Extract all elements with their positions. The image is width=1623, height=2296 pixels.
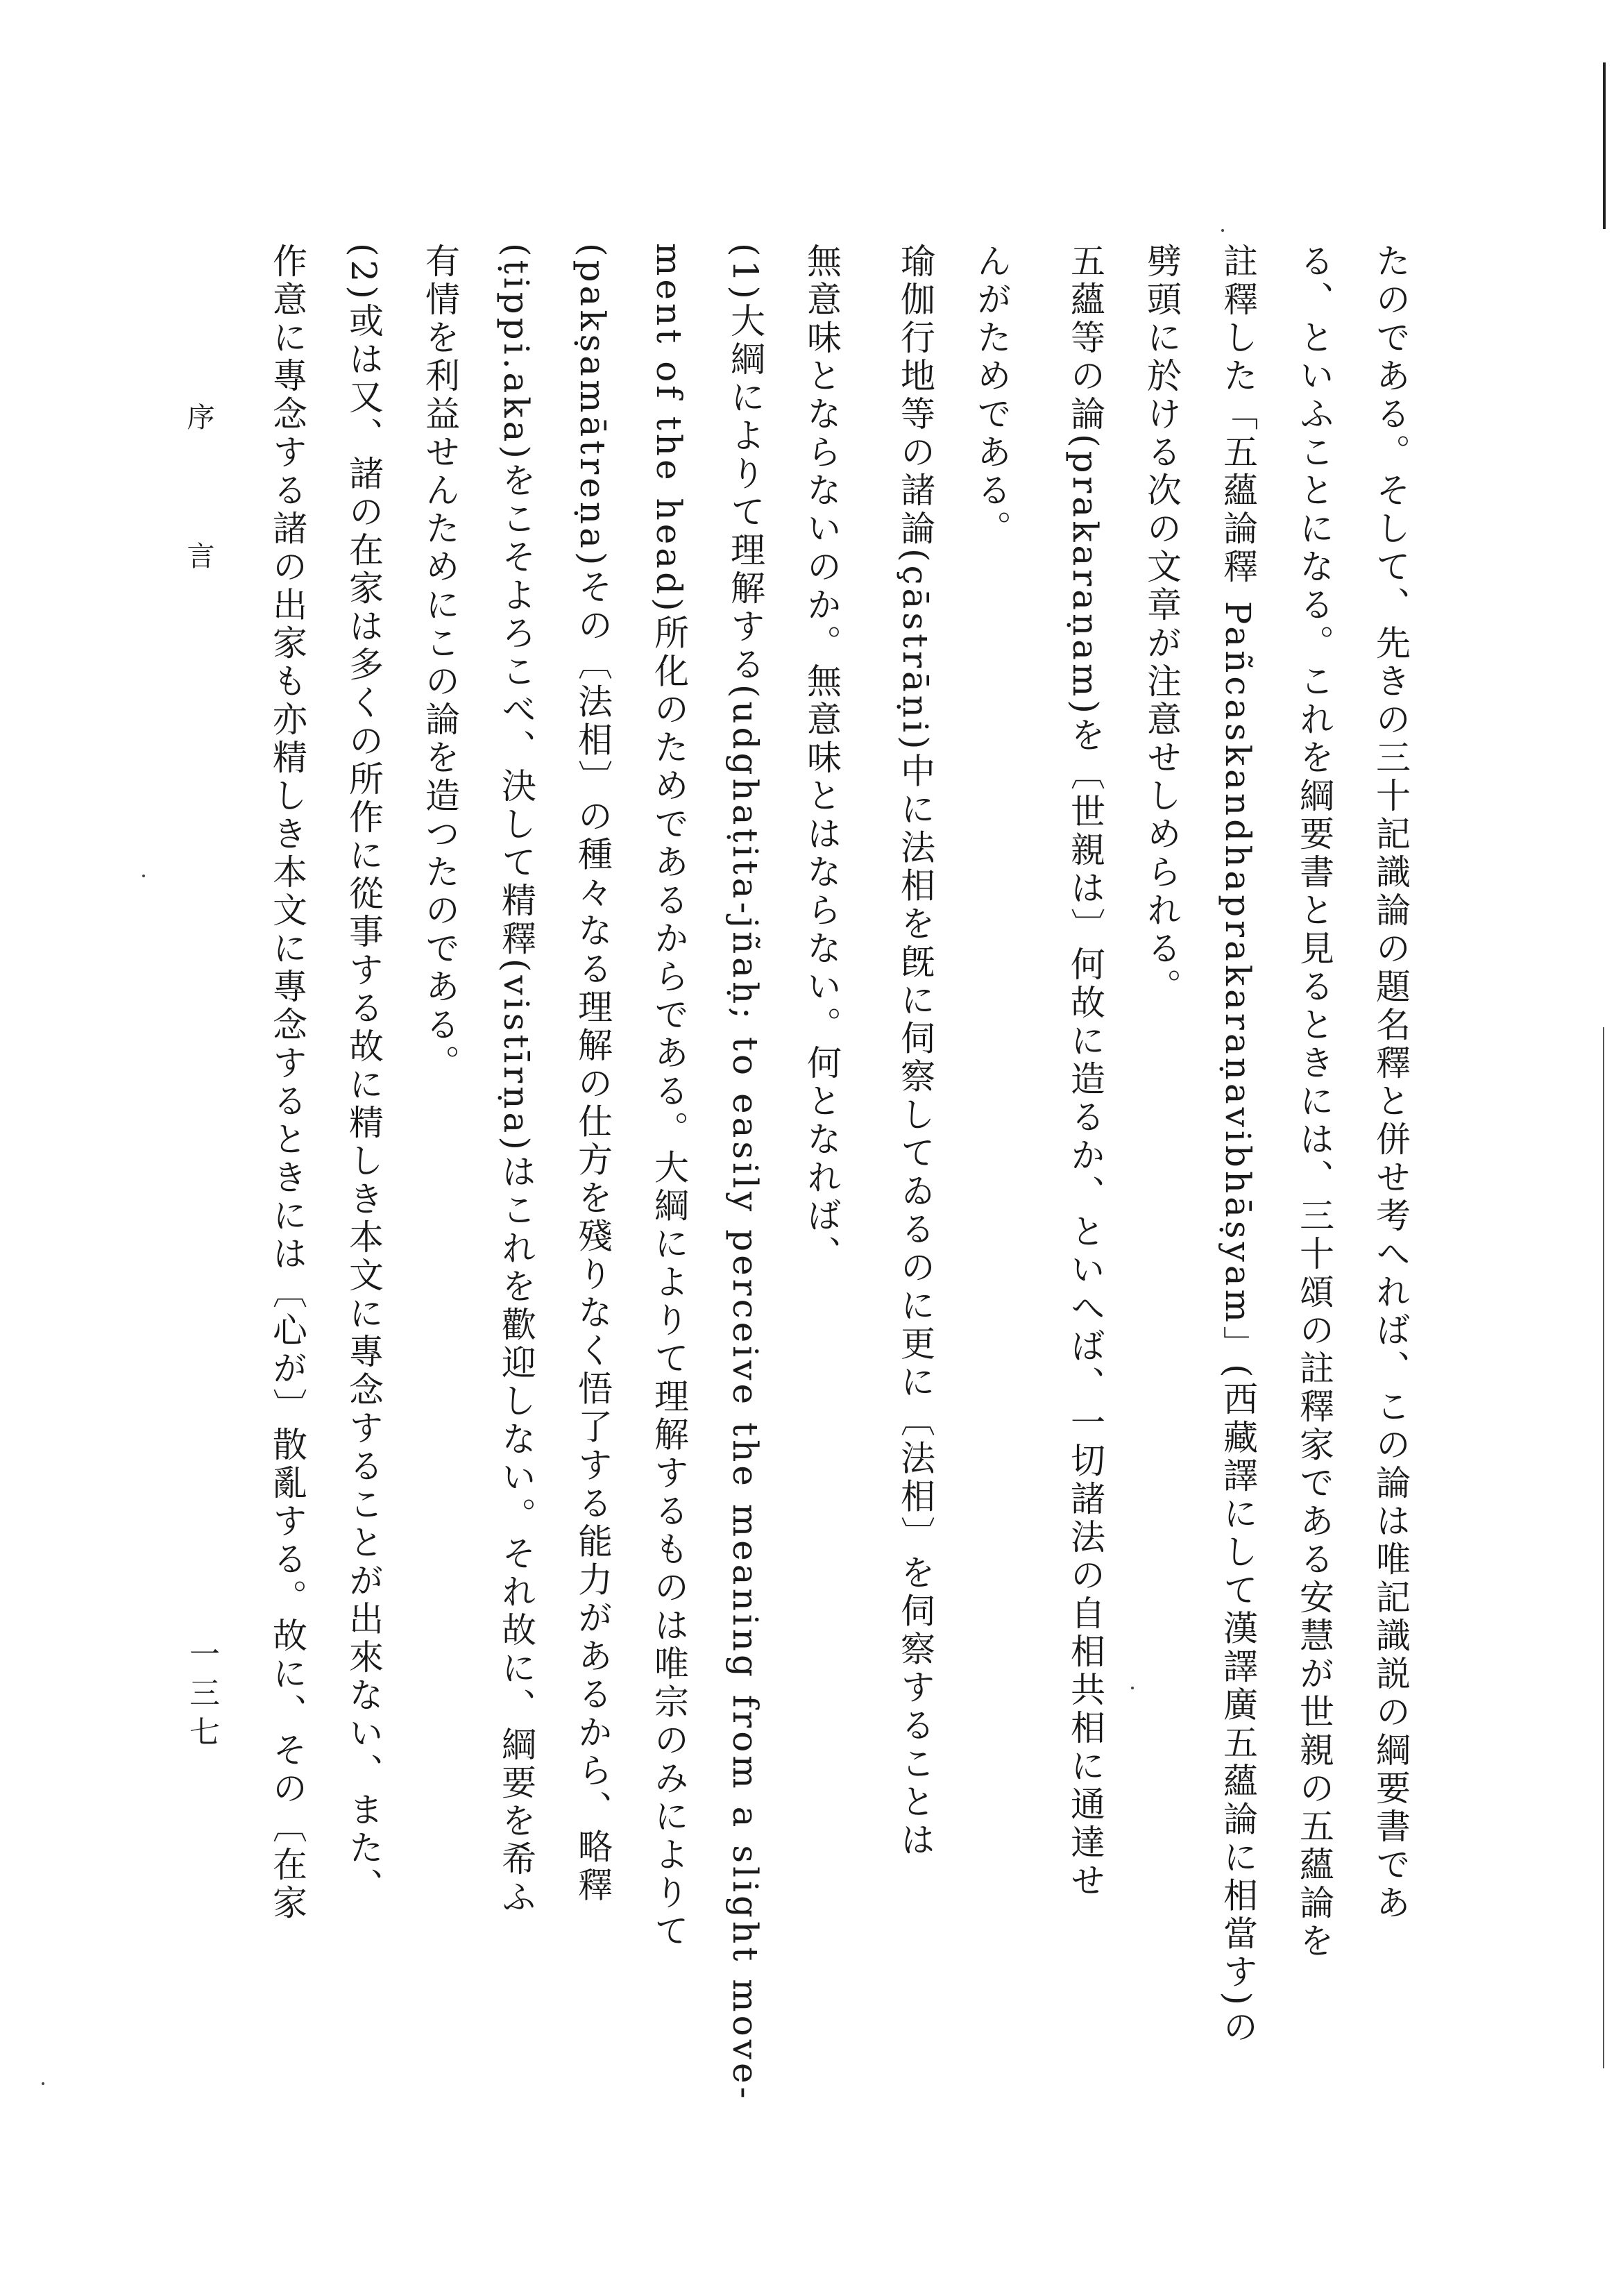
text-column: ment of the head)所化のためであるからである。大綱によりて理解するものは唯宗のみによりて [649,243,689,1951]
running-head: 序言 [182,403,214,680]
text-column: 作意に專念する諸の出家も亦精しき本文に專念するときには〔心が〕散亂する。故に、その〔在家 [267,243,307,1923]
text-column: 註釋した「五蘊論釋 Pañcaskandhaprakaraṇavibhāṣyam」(西藏譯にして漢譯廣五蘊論に相當す)の [1218,243,1258,2048]
text-column: (1)大綱によりて理解する(udghaṭita-jñaḥ; to easily perceive the meaning from a slight move- [725,243,765,2102]
binding-edge-shadow [1603,62,1606,229]
scan-speck [42,2082,44,2085]
text-column: (ṭippi.aka)をこそよろこべ、決して精釋(vistīrṇa)はこれを歡迎しない。それ故に、綱要を希ふ [496,243,536,1917]
text-column: (pakṣamātreṇa)その〔法相〕の種々なる理解の仕方を殘りなく悟了する能力があるから、略釋 [572,243,613,1905]
binding-edge-line [1603,1027,1604,2068]
page-number: 一三七 [184,1638,219,1755]
scan-speck [1221,229,1224,232]
text-column: 五蘊等の論(prakaraṇam)を〔世親は〕何故に造るか、といへば、一切諸法の自相共相に通達せ [1065,243,1105,1900]
text-column: たのである。そして、先きの三十記識論の題名釋と併せ考へれば、この論は唯記識説の綱要書であ [1370,243,1411,1923]
text-column: んがためである。 [971,243,1012,548]
body-text [249,243,1429,2102]
text-column: 無意味とならないのか。無意味とはならない。何となれば、 [801,243,842,1274]
text-column: (2)或は又、諸の在家は多くの所作に從事する故に精しき本文に專念することが出來ない、また、 [343,243,384,1906]
text-column: 瑜伽行地等の諸論(çāstrāṇi)中に法相を旣に伺察してゐるのに更に〔法相〕を伺察することは [895,243,935,1860]
text-column: る、といふことになる。これを綱要書と見るときには、三十頌の註釋家である安慧が世親の五蘊論を [1294,243,1334,1961]
text-column: 有情を利益せんためにこの論を造つたのである。 [420,243,460,1083]
scan-speck [142,875,145,877]
text-column: 劈頭に於ける次の文章が注意せしめられる。 [1141,243,1182,1006]
